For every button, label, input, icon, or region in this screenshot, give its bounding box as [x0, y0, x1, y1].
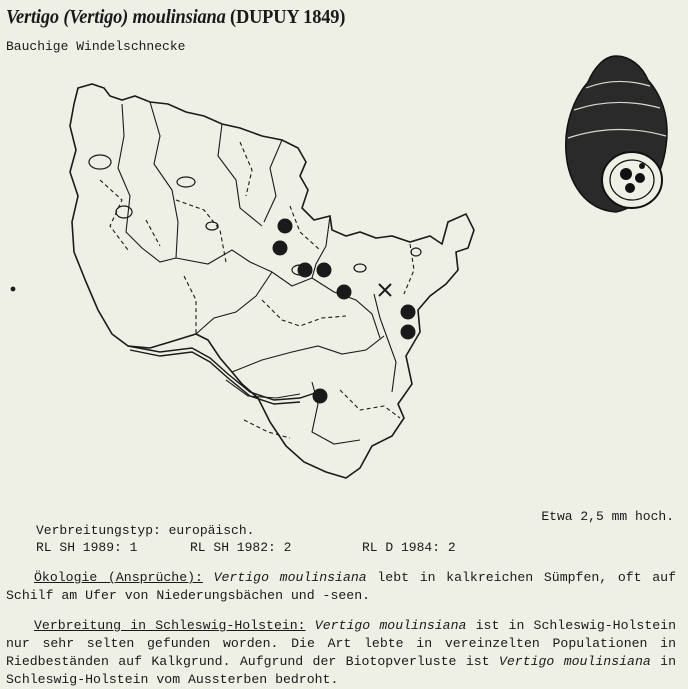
ecology-paragraph [6, 569, 676, 605]
distribution-text-1: ist in Schleswig-Holstein nur sehr selten gefunden worden. Die Art lebte in vereinzelten Populationen in Riedbeständen auf Kalkgrund. Aufgrund der Biotopverluste ist [6, 618, 676, 669]
record-dot [401, 325, 415, 339]
distribution-type: Verbreitungstyp: europäisch. [36, 523, 255, 538]
species-author: (DUPUY 1849) [230, 6, 346, 28]
stray-dot [11, 287, 14, 290]
species-title [6, 6, 345, 29]
cross-marker [379, 284, 391, 296]
distribution-species: Vertigo moulinsiana [314, 618, 467, 633]
red-list-d-1984: RL D 1984: 2 [362, 540, 456, 555]
distribution-map [0, 60, 560, 500]
distribution-text-2: in Schleswig-Holstein vom Aussterben bedroht. [6, 654, 676, 687]
ecology-species: Vertigo moulinsiana [213, 570, 367, 585]
distribution-heading: Verbreitung in Schleswig-Holstein: [34, 618, 306, 633]
distribution-species-2: Vertigo moulinsiana [498, 654, 651, 669]
lakes [89, 155, 421, 275]
record-dot [313, 389, 327, 403]
record-dot [337, 285, 351, 299]
map-outline [70, 84, 474, 478]
size-note: Etwa 2,5 mm hoch. [541, 509, 674, 524]
snail-shell-drawing [558, 48, 676, 218]
record-dot [278, 219, 292, 233]
distribution-paragraph [6, 617, 676, 689]
species-name: Vertigo (Vertigo) moulinsiana [6, 6, 226, 28]
common-name: Bauchige Windelschnecke [6, 39, 186, 54]
county-borders [118, 102, 396, 444]
record-dot [317, 263, 331, 277]
record-dot [273, 241, 287, 255]
record-dot [298, 263, 312, 277]
red-list-sh-1982: RL SH 1982: 2 [190, 540, 292, 555]
ecology-heading: Ökologie (Ansprüche): [34, 570, 203, 585]
record-dot [401, 305, 415, 319]
red-list-sh-1989: RL SH 1989: 1 [36, 540, 138, 555]
ecology-text: lebt in kalkreichen Sümpfen, oft auf Schilf am Ufer von Niederungsbächen und -seen. [6, 570, 676, 603]
